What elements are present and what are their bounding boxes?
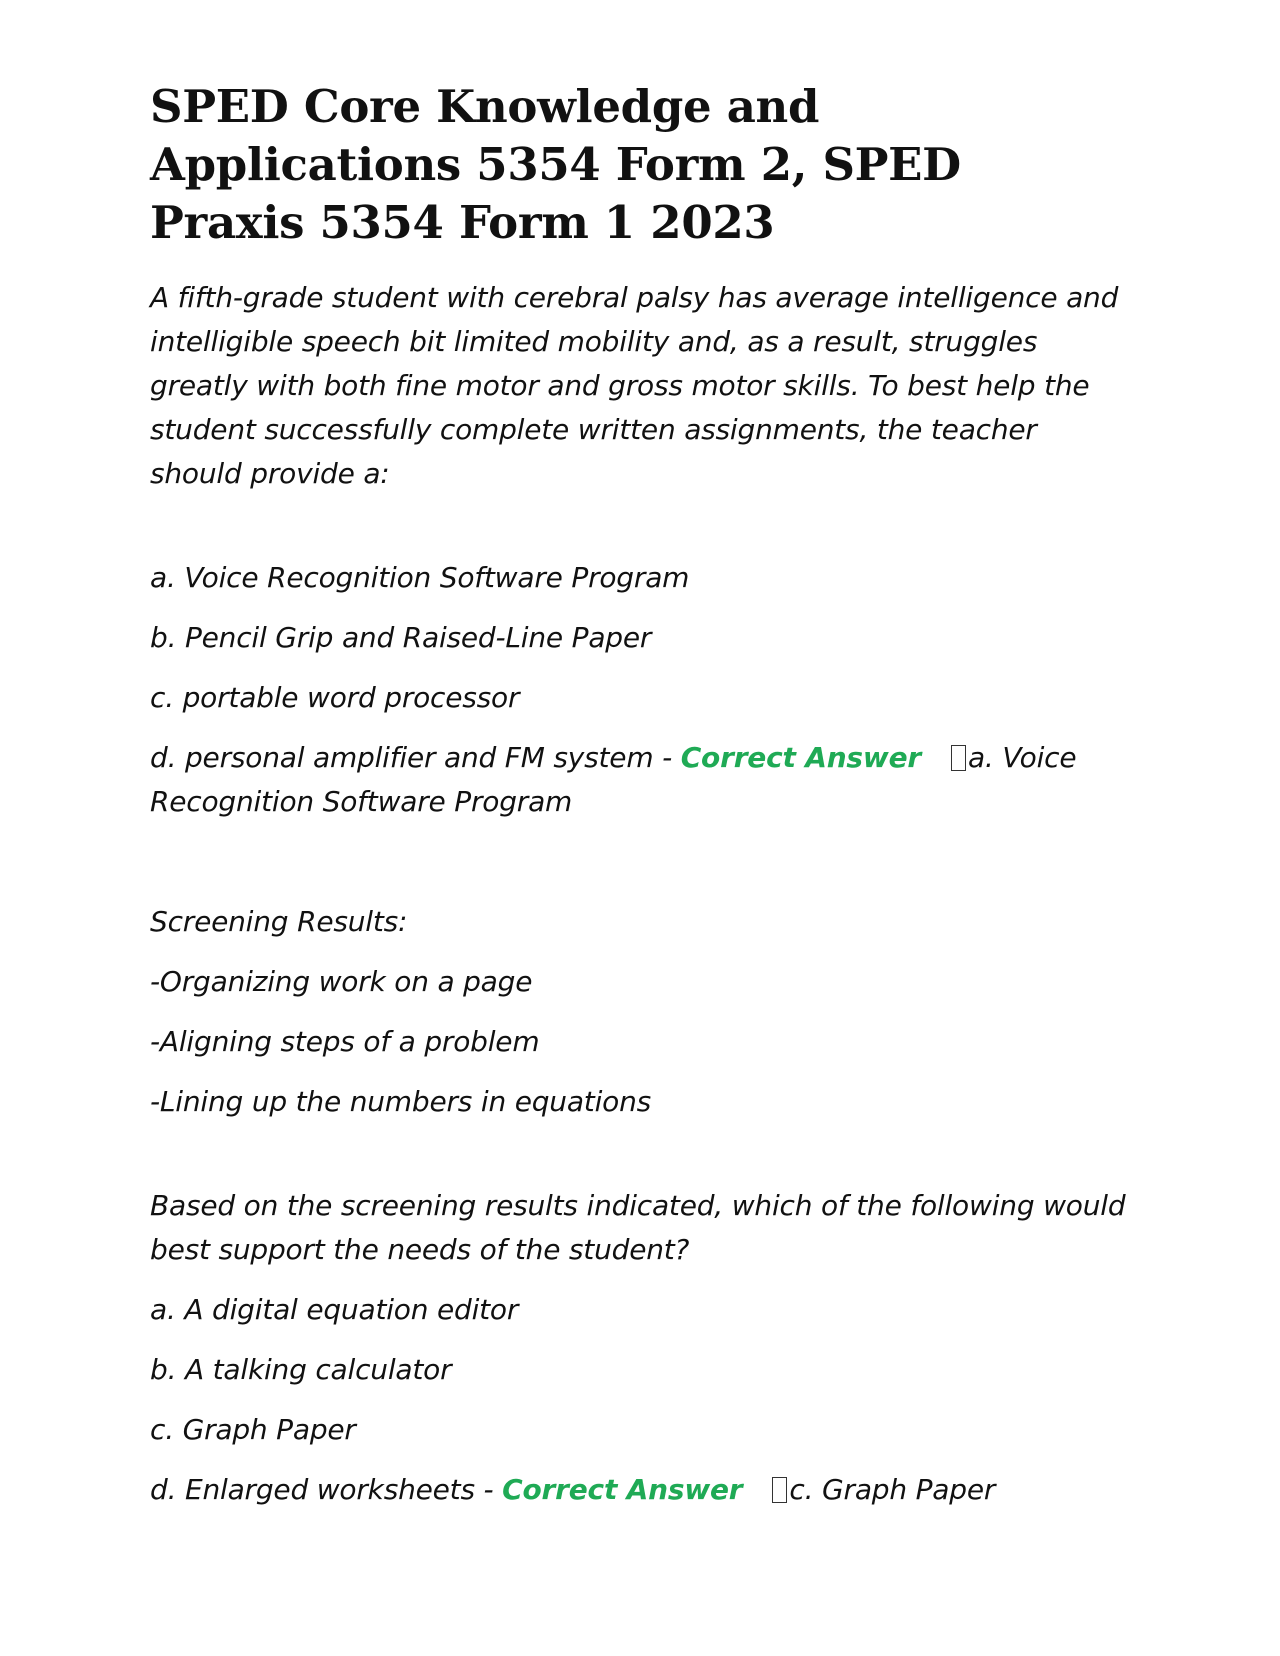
q2-option-d bbox=[150, 1468, 1130, 1512]
q1-option-a: a. Voice Recognition Software Program bbox=[150, 561, 690, 594]
q1-answer: a. Voice Recognition Software Program bbox=[150, 741, 1077, 818]
q2-screening-header: Screening Results: bbox=[150, 905, 408, 938]
q1-option-b: b. Pencil Grip and Raised-Line Paper bbox=[150, 621, 652, 654]
q1-option-d bbox=[150, 736, 1130, 824]
q2-option-b: b. A talking calculator bbox=[150, 1353, 452, 1386]
q1-option-d-text: d. personal amplifier and FM system - bbox=[150, 741, 681, 774]
missing-glyph-icon bbox=[772, 1477, 787, 1503]
q1-question: A fifth-grade student with cerebral palsy has average intelligence and intelligible speech bit limited mobility and, as a result, struggles greatly with both fine motor and gross motor skills. To best help the student successfully complete written assignments, the teacher should provide a: bbox=[150, 281, 1119, 490]
q1-correct-label: Correct Answer bbox=[680, 741, 921, 774]
document-title: SPED Core Knowledge and Applications 5354 Form 2, SPED Praxis 5354 Form 1 2023 bbox=[150, 80, 961, 249]
document-page bbox=[150, 70, 1130, 1528]
q2-correct-label: Correct Answer bbox=[502, 1473, 743, 1506]
q2-answer: c. Graph Paper bbox=[789, 1473, 996, 1506]
q2-option-c: c. Graph Paper bbox=[150, 1413, 356, 1446]
q2-option-a: a. A digital equation editor bbox=[150, 1293, 519, 1326]
q2-screening-item: -Aligning steps of a problem bbox=[150, 1025, 540, 1058]
missing-glyph-icon bbox=[951, 745, 966, 771]
q2-screening-item: -Lining up the numbers in equations bbox=[150, 1085, 652, 1118]
q1-option-c: c. portable word processor bbox=[150, 681, 520, 714]
q2-question: Based on the screening results indicated, which of the following would best support the needs of the student? bbox=[150, 1189, 1126, 1266]
q2-option-d-text: d. Enlarged worksheets - bbox=[150, 1473, 503, 1506]
q2-screening-item: -Organizing work on a page bbox=[150, 965, 533, 998]
